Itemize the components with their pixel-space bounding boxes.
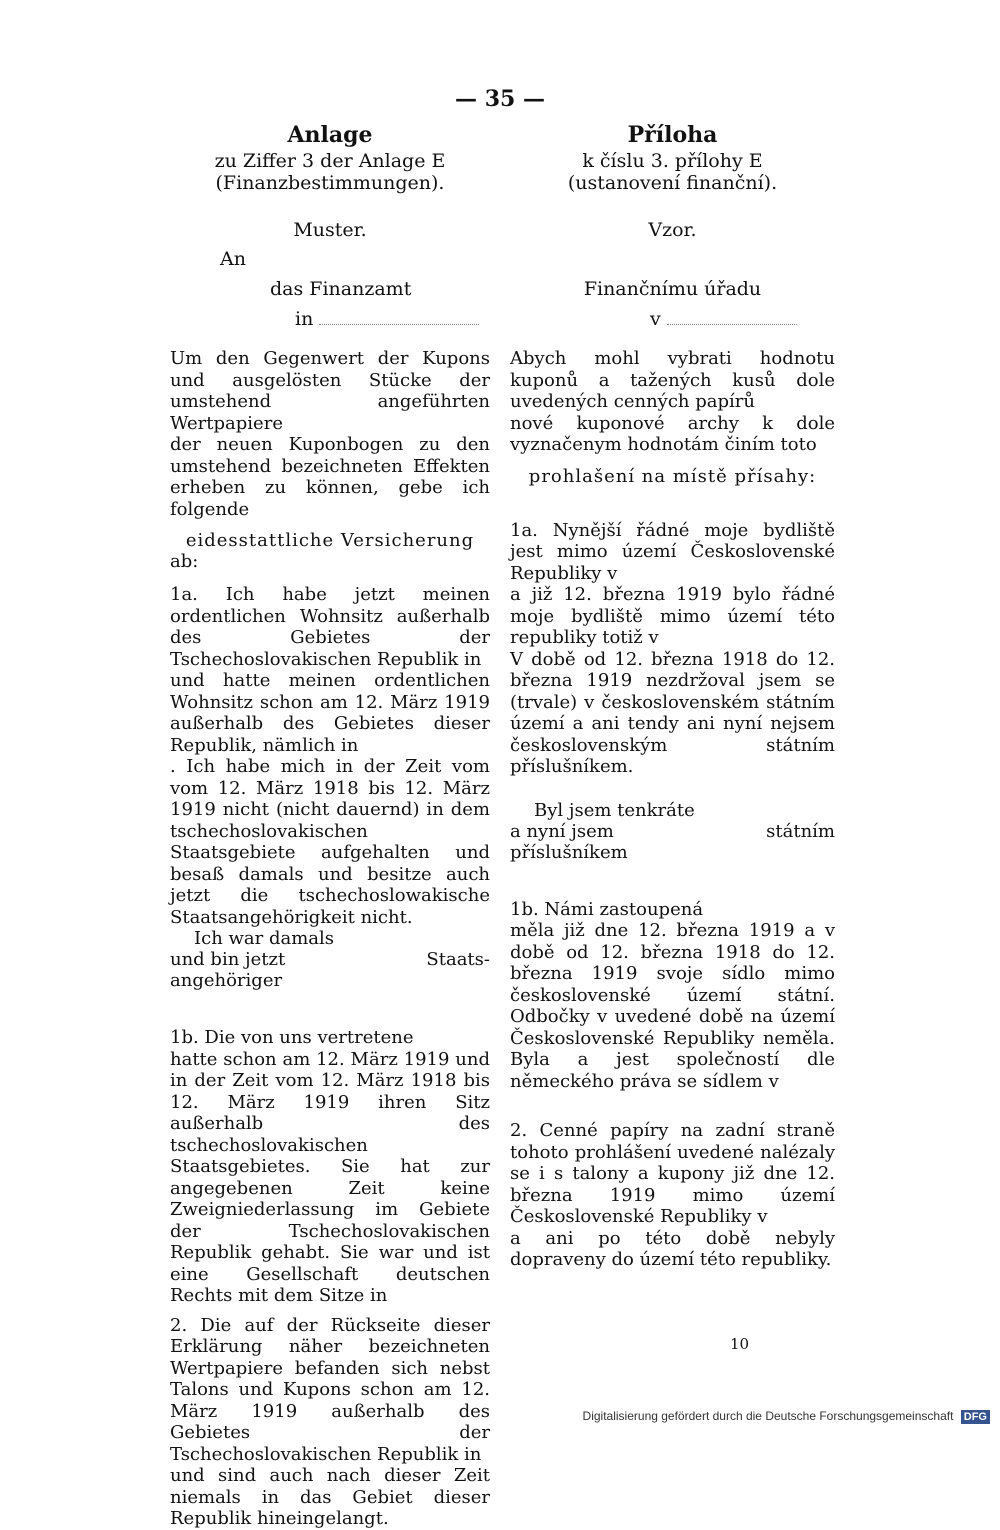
- cs-para-1b-2: měla již dne 12. března 1919 a v době od 12. března 1918 do 12. března 1919 svoje sídlo mimo československé území státní. Odbočky v uvedené době na území Československé Republiky neměla. Byla a jest společností dle německého práva se sídlem v: [510, 920, 835, 1092]
- cs-urad: Finančnímu úřadu: [583, 278, 762, 300]
- cs-para-1a-2: a již 12. března 1919 bylo řádné moje bydliště mimo území této republiky totiž v: [510, 584, 835, 648]
- de-an: An: [220, 248, 246, 270]
- signature-number: 10: [730, 1335, 750, 1353]
- dfg-logo: DFG: [961, 1410, 990, 1424]
- de-subtitle-2: (Finanzbestimmungen).: [215, 172, 445, 194]
- de-intro-2: der neuen Kuponbogen zu den umstehend bezeichneten Effekten erheben zu können, gebe ich folgende: [170, 434, 490, 520]
- cs-title: Příloha: [627, 122, 718, 148]
- cs-byl: Byl jsem tenkráte: [534, 799, 695, 821]
- de-intro-1: Um den Gegenwert der Kupons und ausgelösten Stücke der umstehend angeführten Wertpapiere: [170, 348, 490, 434]
- de-ab: ab:: [170, 551, 199, 572]
- de-para-1a-2: und hatte meinen ordentlichen Wohnsitz schon am 12. März 1919 außerhalb des Gebietes dieser Republik, nämlich in: [170, 670, 490, 756]
- de-para-1b-1: 1b. Die von uns vertretene: [170, 1027, 414, 1048]
- de-para-1a-1: 1a. Ich habe jetzt meinen ordentlichen Wohnsitz außerhalb des Gebietes der Tschechoslovakischen Republik in: [170, 584, 490, 670]
- cs-intro-2: nové kuponové archy k dole vyznačenym hodnotám činím toto: [510, 412, 835, 455]
- cs-prislusnikem: příslušníkem: [510, 841, 628, 863]
- de-war: Ich war damals: [194, 928, 335, 949]
- cs-para-2-2: a ani po této době nebyly dopraveny do území této republiky.: [510, 1227, 835, 1270]
- cs-para-1a-3: V době od 12. března 1918 do 12. března 1919 nezdržoval jsem se (trvale) v československém státním území a ani tendy ani nyní nejsem československým státním příslušníkem.: [510, 648, 835, 777]
- de-subtitle-1: zu Ziffer 3 der Anlage E: [214, 150, 446, 172]
- de-in: in: [295, 308, 314, 330]
- cs-nyni: a nyní jsem: [510, 820, 614, 842]
- de-finanzamt: das Finanzamt: [270, 278, 412, 300]
- cs-declaration: prohlašení na místě přísahy:: [528, 465, 817, 487]
- de-angehoeriger: angehöriger: [170, 970, 283, 991]
- cs-subtitle-1: k číslu 3. přílohy E: [582, 150, 763, 172]
- fill-line: [319, 310, 479, 325]
- de-para-1b-2: hatte schon am 12. März 1919 und in der Zeit vom 12. März 1918 bis 12. März 1919 ihren Sitz außerhalb des tschechoslovakischen Staatsgebietes. Sie hat zur angegebenen Zeit keine Zweigniederlassung im Gebiete der Tschechoslovakischen Republik gehabt. Sie war und ist eine Gesellschaft deutschen Rechts mit dem Sitze in: [170, 1048, 490, 1306]
- de-bin-line: [170, 949, 490, 970]
- cs-nyni-line: [510, 821, 835, 842]
- cs-para-1b-1: 1b. Námi zastoupená: [510, 898, 704, 920]
- de-muster: Muster.: [293, 219, 367, 241]
- page-number: — 35 —: [455, 86, 545, 112]
- fill-line: [667, 310, 797, 325]
- german-column: [170, 120, 490, 1530]
- de-declaration: eidesstattliche Versicherung: [185, 530, 475, 551]
- cs-statnim: státním: [766, 820, 835, 842]
- de-title: Anlage: [287, 122, 373, 148]
- de-para-2-1: 2. Die auf der Rückseite dieser Erklärung näher bezeichneten Wertpapiere befanden sich nebst Talons und Kupons schon am 12. März 1919 außerhalb des Gebietes der Tschechoslovakischen Republik in: [170, 1314, 490, 1465]
- cs-intro-1: Abych mohl vybrati hodnotu kuponů a tažených kusů dole uvedených cenných papírů: [510, 348, 835, 412]
- footer: [583, 1409, 990, 1424]
- de-bin: und bin jetzt: [170, 949, 286, 970]
- de-para-2-2: und sind auch nach dieser Zeit niemals in das Gebiet dieser Republik hineingelangt.: [170, 1465, 490, 1529]
- footer-text: Digitalisierung gefördert durch die Deutsche Forschungsgemeinschaft: [582, 1409, 954, 1423]
- cs-v: v: [650, 308, 661, 330]
- cs-vzor: Vzor.: [648, 219, 697, 241]
- cs-para-2-1: 2. Cenné papíry na zadní straně tohoto prohlášení uvedené nalézaly se i s talony a kupony již dne 12. března 1919 mimo území Československé Republiky v: [510, 1120, 835, 1227]
- de-staats: Staats-: [426, 949, 490, 970]
- cs-para-1a-1: 1a. Nynější řádné moje bydliště jest mimo území Československé Republiky v: [510, 519, 835, 584]
- de-para-1a-3: . Ich habe mich in der Zeit vom vom 12. März 1918 bis 12. März 1919 nicht (nicht dauernd) in dem tschechoslovakischen Staatsgebiete aufgehalten und besaß damals und besitze auch jetzt die tschechoslowakische Staatsangehörigkeit nicht.: [170, 756, 490, 928]
- cs-v-line: [650, 304, 835, 334]
- cs-subtitle-2: (ustanovení finanční).: [567, 172, 778, 194]
- de-in-line: [295, 304, 490, 334]
- czech-column: [510, 120, 835, 1271]
